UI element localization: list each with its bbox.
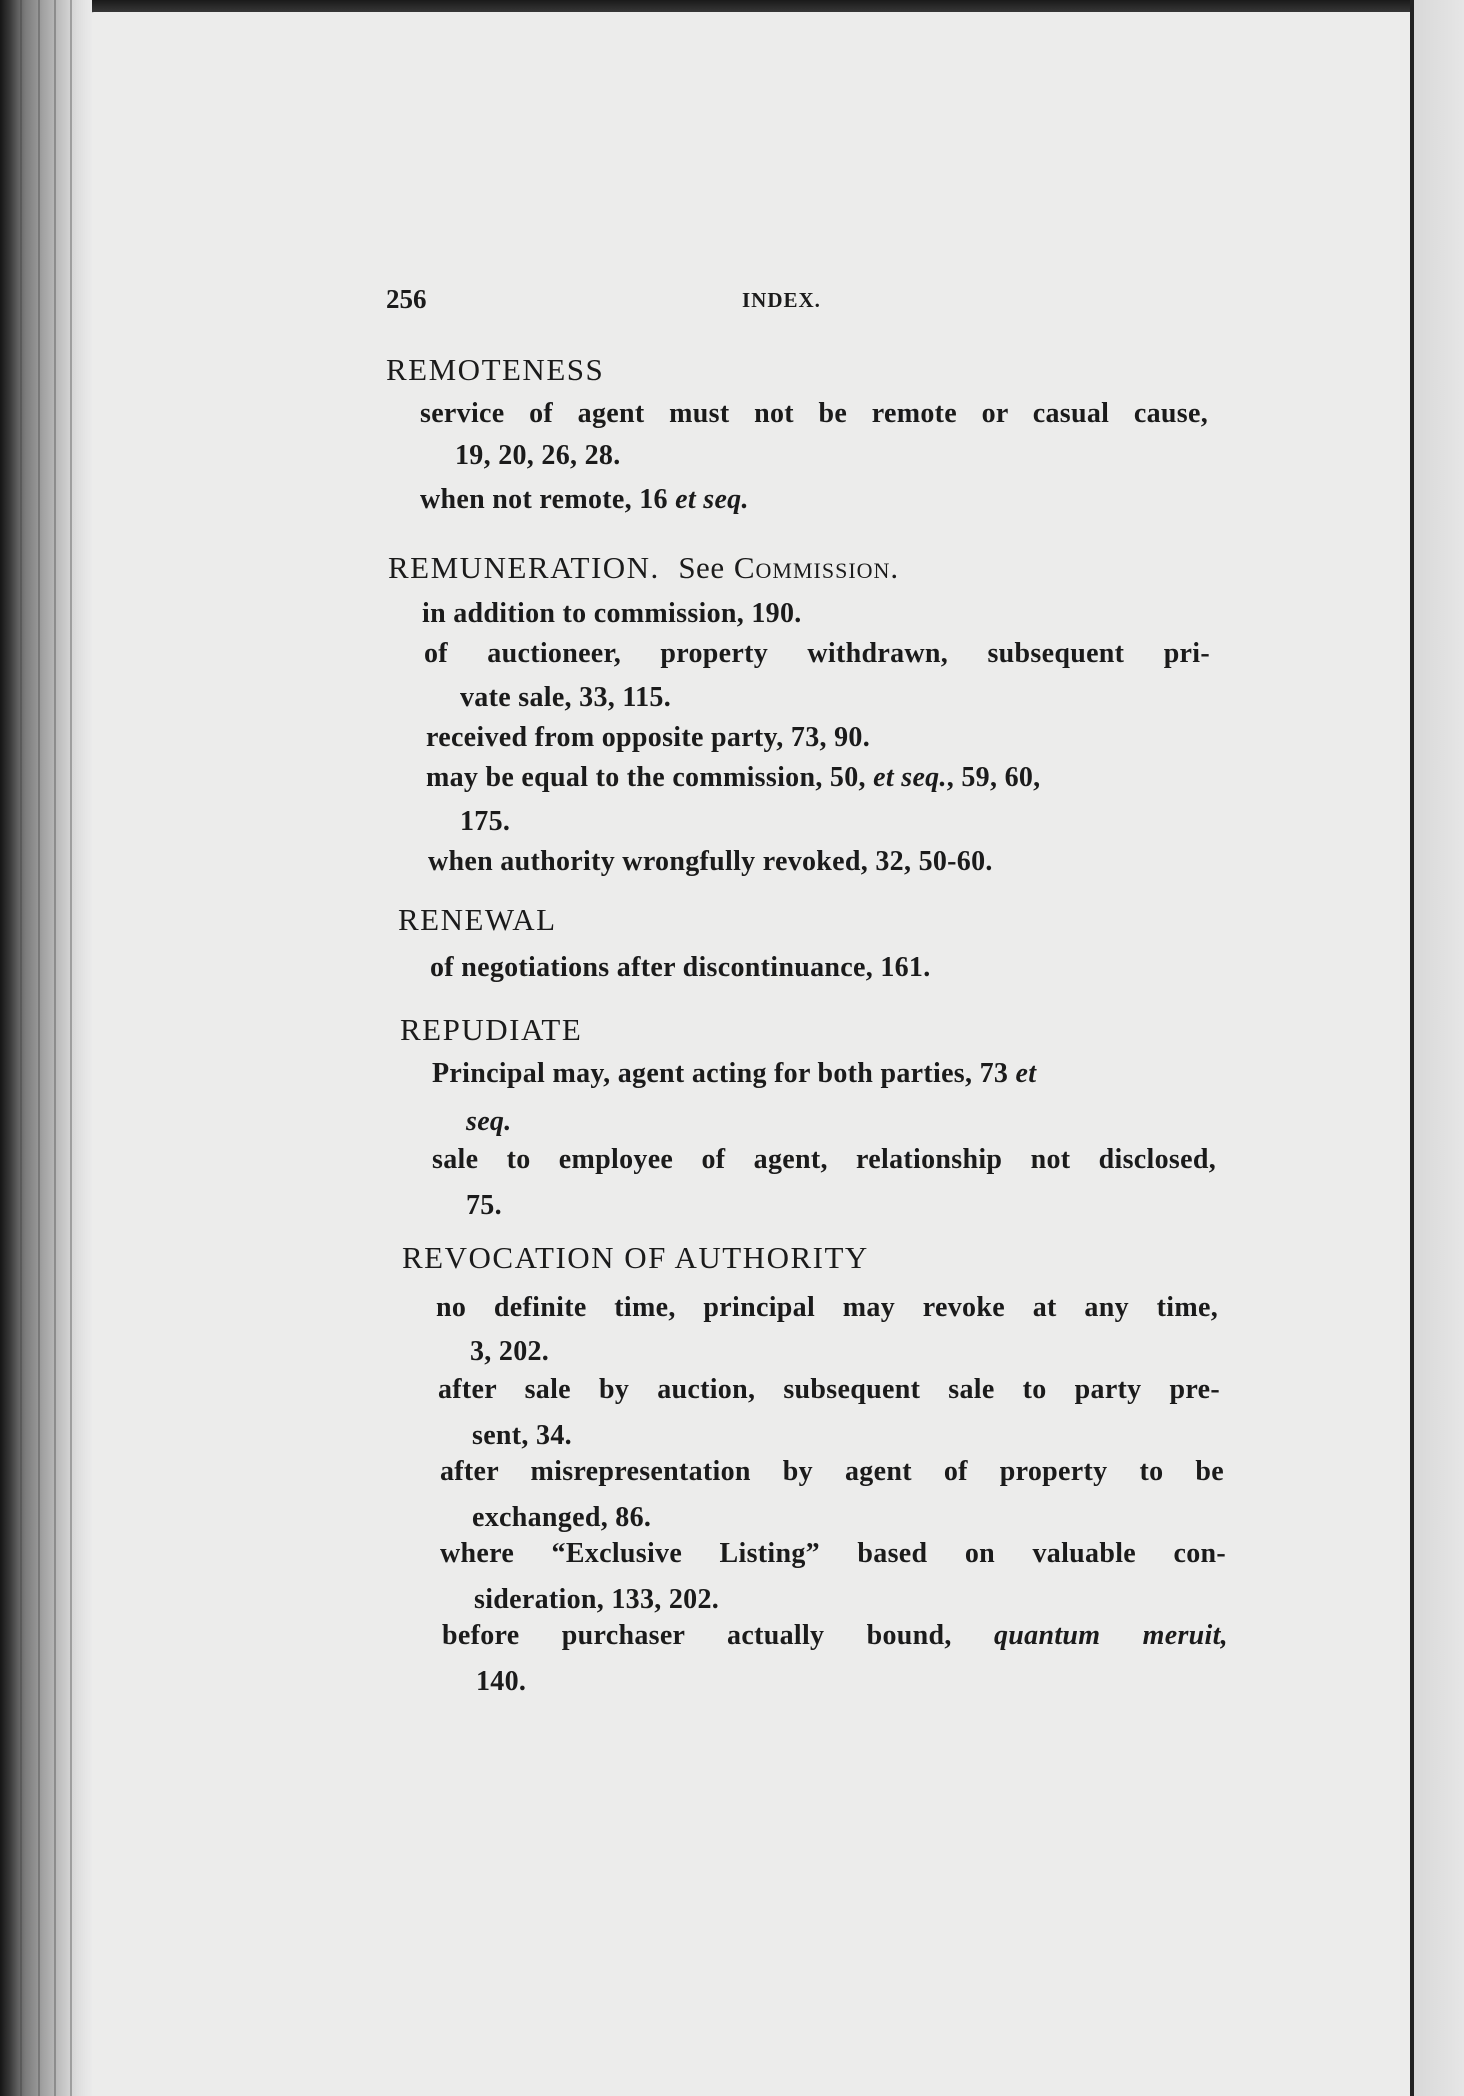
index-line: received from opposite party, 73, 90. bbox=[426, 722, 871, 753]
cross-reference: Commission. bbox=[733, 550, 900, 585]
entry-heading-repudiate: REPUDIATE bbox=[400, 1012, 583, 1047]
index-line: sideration, 133, 202. bbox=[474, 1584, 720, 1615]
entry-heading-revocation: REVOCATION OF AUTHORITY bbox=[402, 1240, 869, 1275]
index-line: before purchaser actually bound, quantum meruit, bbox=[442, 1620, 1228, 1651]
index-line: after misrepresentation by agent of property to be bbox=[440, 1456, 1224, 1487]
index-line: service of agent must not be remote or casual cause, bbox=[420, 398, 1208, 429]
index-line: when authority wrongfully revoked, 32, 50-60. bbox=[428, 846, 993, 877]
index-line: exchanged, 86. bbox=[472, 1502, 652, 1533]
entry-heading-renewal: RENEWAL bbox=[398, 902, 557, 937]
index-line: of negotiations after discontinuance, 161. bbox=[430, 952, 931, 983]
entry-heading-remuneration: REMUNERATION. See Commission. bbox=[388, 550, 900, 585]
page-number: 256 bbox=[386, 284, 427, 314]
index-line: 175. bbox=[460, 806, 511, 837]
index-line: vate sale, 33, 115. bbox=[460, 682, 672, 713]
index-line: may be equal to the commission, 50, et seq., 59, 60, bbox=[426, 762, 1041, 793]
index-line: sent, 34. bbox=[472, 1420, 572, 1451]
index-line: when not remote, 16 et seq. bbox=[420, 484, 749, 515]
index-line: 140. bbox=[476, 1666, 527, 1697]
index-line: 19, 20, 26, 28. bbox=[455, 440, 621, 471]
index-line: where “Exclusive Listing” based on valuable con- bbox=[440, 1538, 1226, 1569]
index-line: 3, 202. bbox=[470, 1336, 550, 1367]
index-line: seq. bbox=[466, 1106, 512, 1137]
index-line: 75. bbox=[466, 1190, 502, 1221]
index-line: of auctioneer, property withdrawn, subsequent pri- bbox=[424, 638, 1210, 669]
index-line: Principal may, agent acting for both parties, 73 et bbox=[432, 1058, 1037, 1089]
running-title: INDEX. bbox=[742, 288, 821, 312]
index-line: no definite time, principal may revoke at any time, bbox=[436, 1292, 1218, 1323]
entry-heading-remoteness: REMOTENESS bbox=[386, 352, 605, 387]
index-line: sale to employee of agent, relationship not disclosed, bbox=[432, 1144, 1216, 1175]
index-line: after sale by auction, subsequent sale to party pre- bbox=[438, 1374, 1220, 1405]
index-line: in addition to commission, 190. bbox=[422, 598, 802, 629]
